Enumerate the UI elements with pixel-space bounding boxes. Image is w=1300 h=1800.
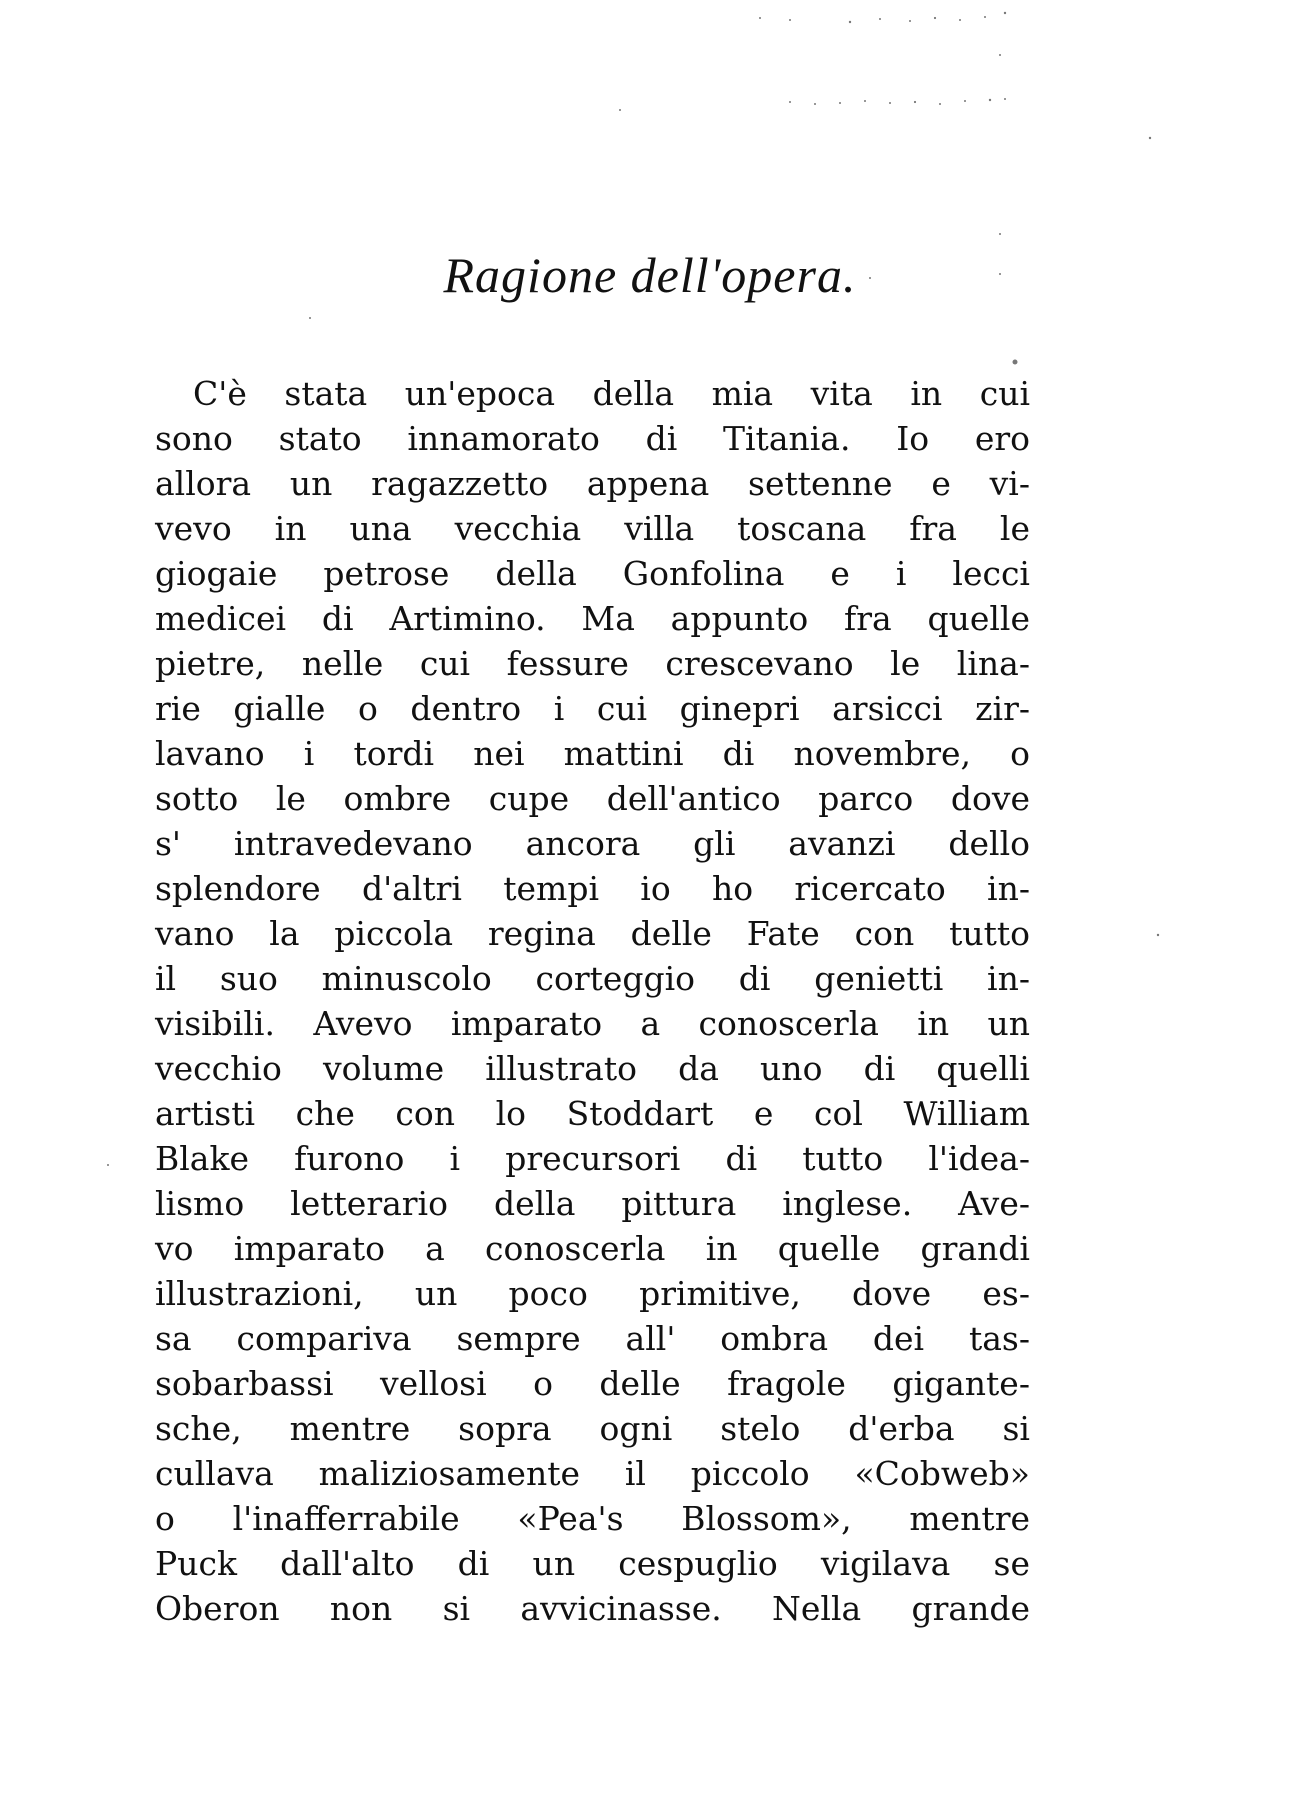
text-line: pietre, nelle cui fessure crescevano le lina-: [155, 644, 1030, 683]
text-line: Blake furono i precursori di tutto l'idea-: [155, 1139, 1030, 1178]
body-text: [155, 371, 1030, 1631]
text-line: sotto le ombre cupe dell'antico parco dove: [155, 779, 1030, 818]
text-line: vo imparato a conoscerla in quelle grandi: [155, 1229, 1030, 1268]
text-line: artisti che con lo Stoddart e col William: [155, 1094, 1030, 1133]
text-line: visibili. Avevo imparato a conoscerla in un: [155, 1004, 1030, 1043]
text-line: Oberon non si avvicinasse. Nella grande: [155, 1589, 1030, 1628]
text-line: cullava maliziosamente il piccolo «Cobweb»: [155, 1454, 1030, 1493]
text-line: vevo in una vecchia villa toscana fra le: [155, 509, 1030, 548]
text-line: vano la piccola regina delle Fate con tutto: [155, 914, 1030, 953]
text-line: sono stato innamorato di Titania. Io ero: [155, 419, 1030, 458]
text-line: C'è stata un'epoca della mia vita in cui: [193, 374, 1030, 413]
text-line: sa compariva sempre all' ombra dei tas-: [155, 1319, 1030, 1358]
text-line: sche, mentre sopra ogni stelo d'erba si: [155, 1409, 1030, 1448]
text-line: vecchio volume illustrato da uno di quelli: [155, 1049, 1030, 1088]
text-line: il suo minuscolo corteggio di genietti in-: [155, 959, 1030, 998]
text-line: sobarbassi vellosi o delle fragole gigante-: [155, 1364, 1030, 1403]
text-line: lismo letterario della pittura inglese. Ave-: [155, 1184, 1030, 1223]
text-line: rie gialle o dentro i cui ginepri arsicci zir-: [155, 689, 1030, 728]
text-line: o l'inafferrabile «Pea's Blossom», mentre: [155, 1499, 1030, 1538]
text-line: illustrazioni, un poco primitive, dove es-: [155, 1274, 1030, 1313]
text-line: Puck dall'alto di un cespuglio vigilava se: [155, 1544, 1030, 1583]
text-line: medicei di Artimino. Ma appunto fra quelle: [155, 599, 1030, 638]
text-line: lavano i tordi nei mattini di novembre, o: [155, 734, 1030, 773]
text-line: allora un ragazzetto appena settenne e vi-: [155, 464, 1030, 503]
text-line: giogaie petrose della Gonfolina e i lecci: [155, 554, 1030, 593]
text-line: s' intravedevano ancora gli avanzi dello: [155, 824, 1030, 863]
text-line: splendore d'altri tempi io ho ricercato in-: [155, 869, 1030, 908]
page-title: Ragione dell'opera.: [443, 247, 857, 303]
